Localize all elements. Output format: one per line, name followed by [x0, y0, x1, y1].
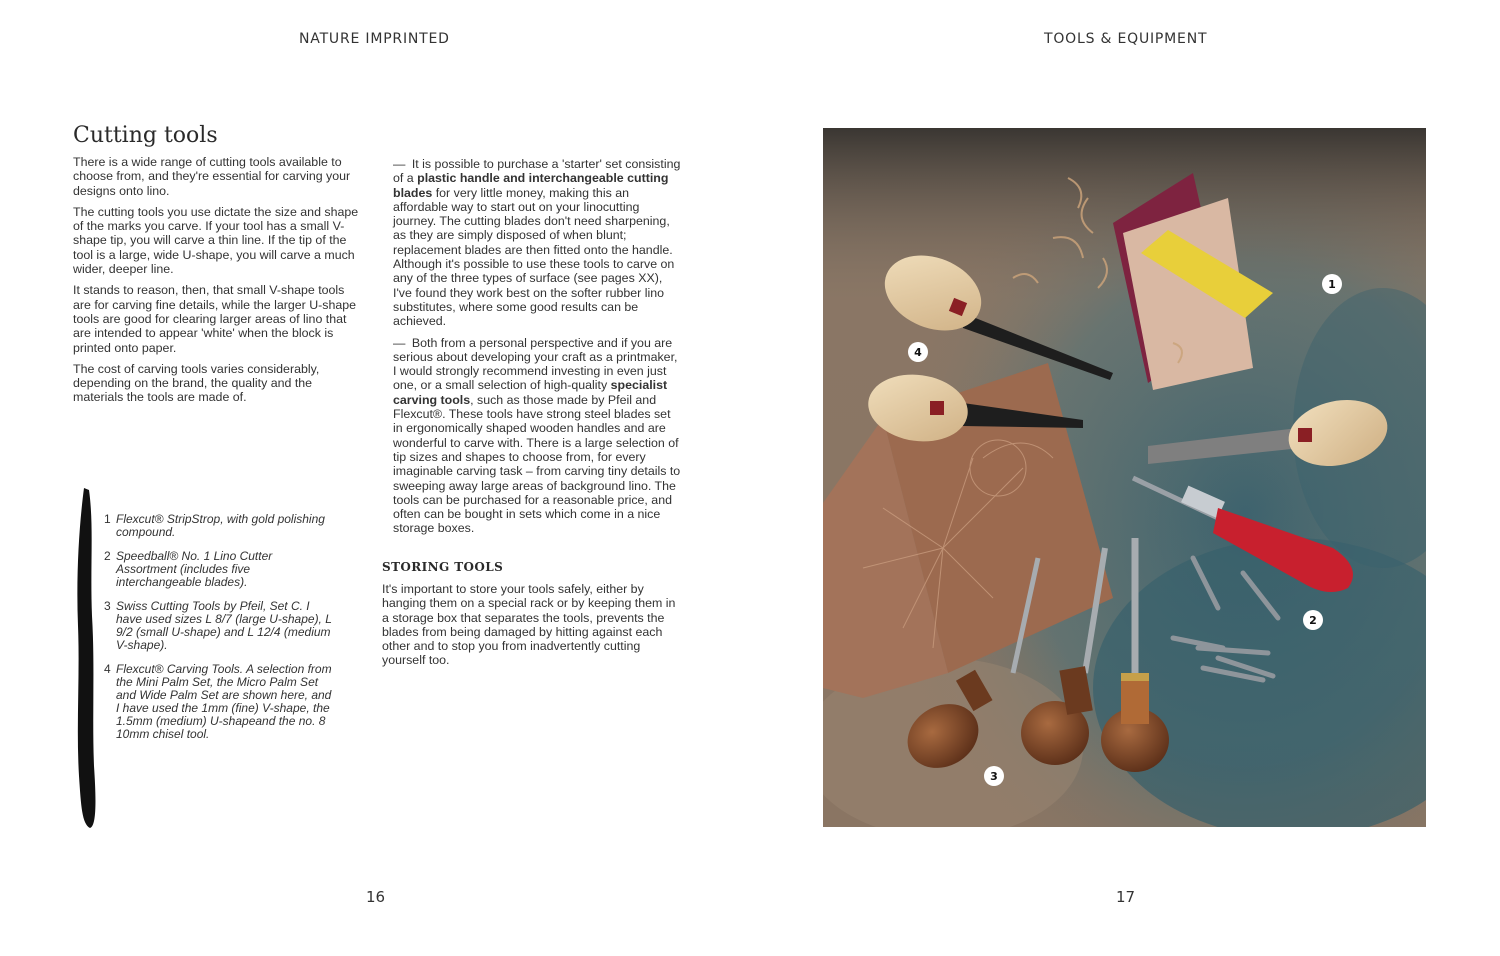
photo-captions — [104, 513, 334, 752]
caption-item — [104, 600, 334, 652]
caption-number: 2 — [104, 549, 111, 563]
caption-item — [104, 663, 334, 741]
svg-text:4: 4 — [914, 346, 922, 359]
body-paragraph: It stands to reason, then, that small V-shape tools are for carving fine details, while the larger U-shape tools are good for clearing larger areas of lino that are intended to appear 'white' when the block is printed onto paper. — [73, 283, 357, 355]
specialist-tools-paragraph: — Both from a personal perspective and if you are serious about developing your craft as a printmaker, I would strongly recommend investing in even just one, or a small selection of high-quality specialist carving tools, such as those made by Pfeil and Flexcut®. These tools have strong steel blades set in ergonomically shaped wooden handles and are wonderful to carve with. There is a large selection of tip sizes and shapes to choose from, for every imaginable carving task – from carving tiny details to sweeping away large areas of background lino. The tools can be purchased for a reasonable price, and often can be bought in sets which come in a nice storage boxes. — [393, 335, 681, 536]
caption-item — [104, 550, 334, 589]
section-title: Cutting tools — [73, 123, 218, 148]
page-number-right: 17 — [1116, 888, 1136, 906]
storing-tools-heading: STORING TOOLS — [382, 560, 504, 574]
body-column-right — [393, 157, 683, 543]
page-number-left: 16 — [366, 888, 386, 906]
starter-set-paragraph: — It is possible to purchase a 'starter' set consisting of a plastic handle and interchangeable cutting blades for very little money, making this an affordable way to start out on your linocutting journey. The cutting blades don't need sharpening, as they are simply disposed of when blunt; replacement blades are then fitted onto the handle. Although it's possible to use these tools to carve on any of the three types of surface (see pages XX), I've found they work best on the softer rubber lino substitutes, where some good results can be achieved. — [393, 157, 681, 329]
body-column-left — [73, 155, 363, 412]
svg-text:3: 3 — [990, 770, 998, 783]
photo-marker — [984, 766, 1004, 786]
bold-term: specialist carving tools — [393, 378, 668, 407]
em-dash: — — [393, 157, 406, 171]
svg-text:1: 1 — [1328, 278, 1336, 291]
bold-term: plastic handle and interchangeable cutting blades — [393, 171, 669, 200]
brush-stroke-decoration — [70, 486, 102, 831]
caption-text: Swiss Cutting Tools by Pfeil, Set C. I have used sizes L 8/7 (large U-shape), L 9/2 (small U-shape) and L 12/4 (medium V-shape). — [116, 599, 332, 652]
caption-number: 4 — [104, 662, 111, 676]
storing-tools-body: It's important to store your tools safely, either by hanging them on a special rack or by keeping them in a storage box that separates the tools, prevents the blades from being damaged by hitting against each other and to stop you from inadvertently cutting yourself too. — [382, 582, 676, 668]
body-paragraph: The cost of carving tools varies considerably, depending on the brand, the quality and the materials the tools are made of. — [73, 361, 320, 405]
photo-marker — [908, 342, 928, 362]
photo-marker — [1322, 274, 1342, 294]
body-paragraph: The cutting tools you use dictate the size and shape of the marks you carve. If your tool has a small V-shape tip, you will carve a thin line. If the tip of the tool is a large, wide U-shape, you will carve a much wider, deeper line. — [73, 204, 359, 277]
caption-text: Flexcut® StripStrop, with gold polishing compound. — [116, 512, 325, 539]
caption-number: 3 — [104, 599, 111, 613]
caption-text: Speedball® No. 1 Lino Cutter Assortment (includes five interchangeable blades). — [116, 549, 273, 589]
svg-text:2: 2 — [1309, 614, 1317, 627]
caption-item — [104, 513, 334, 539]
tools-photograph — [823, 128, 1426, 827]
running-head-left: NATURE IMPRINTED — [299, 31, 450, 47]
caption-number: 1 — [104, 512, 111, 526]
em-dash: — — [393, 335, 406, 350]
body-paragraph: There is a wide range of cutting tools available to choose from, and they're essential for carving your designs onto lino. — [73, 155, 351, 198]
photo-marker — [1303, 610, 1323, 630]
running-head-right: TOOLS & EQUIPMENT — [1044, 31, 1208, 47]
caption-text: Flexcut® Carving Tools. A selection from the Mini Palm Set, the Micro Palm Set and Wide Palm Set are shown here, and I have used the 1mm (fine) V-shape, the 1.5mm (medium) U-shapeand the no. 8 10mm chisel tool. — [116, 662, 332, 741]
